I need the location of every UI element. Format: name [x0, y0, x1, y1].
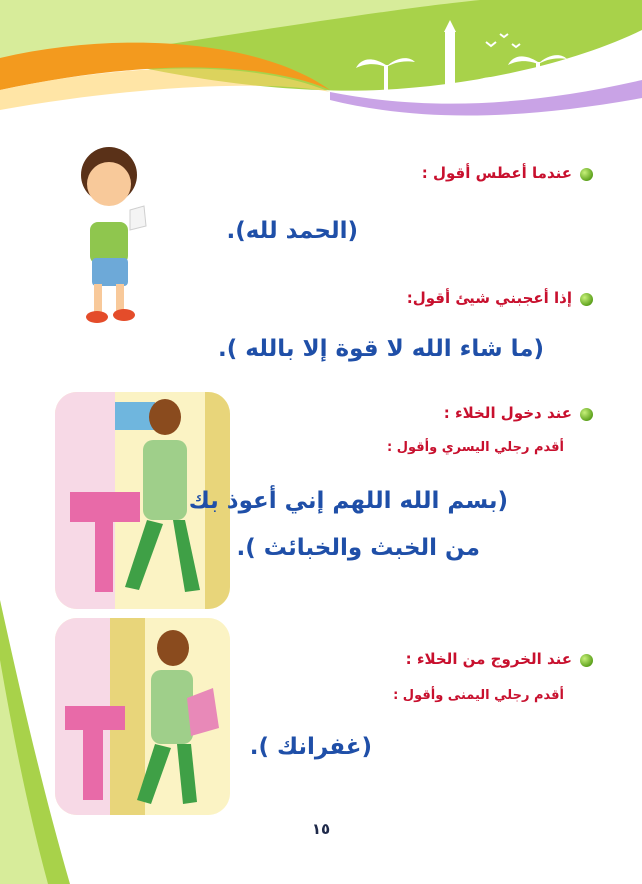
phrase-bismillah-line1: (بسم الله اللهم إني أعوذ بك	[188, 488, 508, 514]
page-number: ١٥	[311, 820, 331, 838]
bullet-icon	[580, 168, 593, 181]
phrase-bismillah-line2: من الخبث والخبائث ).	[236, 535, 480, 561]
bullet-icon	[580, 654, 593, 667]
section-subheading-enter: أقدم رجلي اليسري وأقول :	[387, 440, 564, 455]
header-banner	[0, 0, 642, 130]
section-subheading-exit: أقدم رجلي اليمنى وأقول :	[393, 688, 564, 703]
phrase-ghufranak: (غفرانك ).	[249, 734, 372, 760]
section-heading-exit: عند الخروج من الخلاء :	[405, 650, 572, 668]
section-heading-admire: إذا أعجبني شيئ أقول:	[406, 289, 572, 307]
bullet-icon	[580, 408, 593, 421]
bullet-icon	[580, 293, 593, 306]
phrase-alhamdulillah: (الحمد لله).	[226, 218, 358, 244]
section-heading-sneeze: عندما أعطس أقول :	[421, 164, 572, 182]
section-heading-enter: عند دخول الخلاء :	[443, 404, 572, 422]
leaving-bathroom-illustration	[55, 618, 230, 815]
boy-sneezing-illustration	[72, 140, 147, 335]
phrase-mashallah: (ما شاء الله لا قوة إلا بالله ).	[218, 336, 544, 362]
